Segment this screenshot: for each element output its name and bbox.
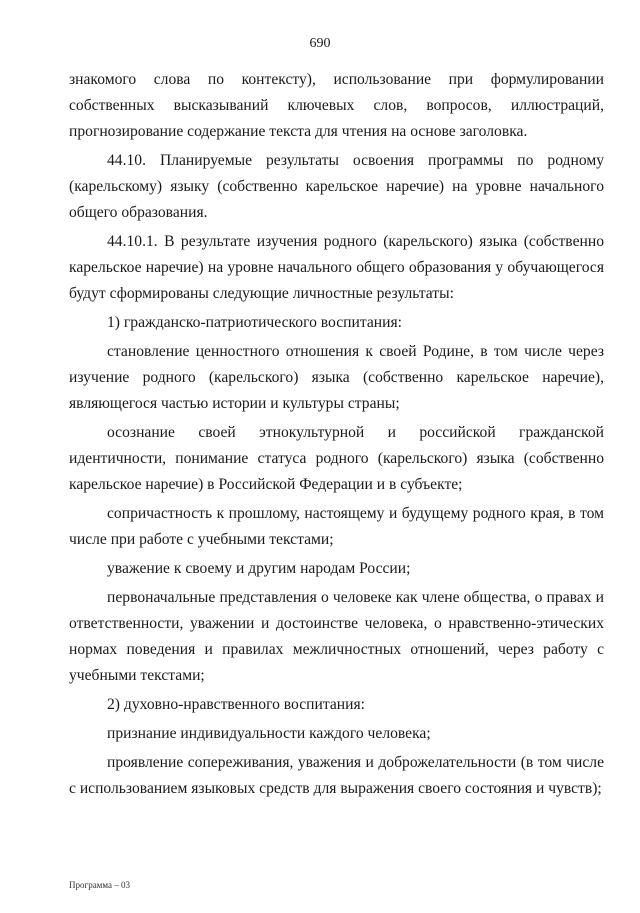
footer-program-label: Программа – 03 [69,880,131,890]
paragraph-item: проявление сопереживания, уважения и доброжелательности (в том числе с использованием языковых средств для выражения своего состояния и чувств); [69,754,604,797]
paragraph-heading-civic-patriotic: 1) гражданско-патриотического воспитания: [107,314,402,331]
paragraph-item: первоначальные представления о человеке как члене общества, о правах и ответственности, уважении и достоинстве человека, о нравственно-этических нормах поведения и правилах межличностных отношений, через работу с учебными текстами; [69,589,604,684]
paragraph-heading-spiritual-moral: 2) духовно-нравственного воспитания: [107,696,365,713]
paragraph-item: сопричастность к прошлому, настоящему и будущему родного края, в том числе при работе с учебными текстами; [69,505,604,548]
paragraph-item: становление ценностного отношения к своей Родине, в том числе через изучение родного (карельского) языка (собственно карельское наречие), являющегося частью истории и культуры страны; [69,343,604,412]
paragraph-item: уважение к своему и другим народам России; [107,560,411,577]
paragraph-item: признание индивидуальности каждого человека; [107,725,431,742]
page-number: 690 [309,36,331,51]
paragraph-section-44-10-1: 44.10.1. В результате изучения родного (карельского) языка (собственно карельское наречие) на уровне начального общего образования у обучающегося будут сформированы следующие личностные результаты: [69,233,604,302]
paragraph-item: осознание своей этнокультурной и российской гражданской идентичности, понимание статуса родного (карельского) языка (собственно карельское наречие) в Российской Федерации и в субъекте; [69,424,604,493]
document-body [69,67,604,805]
paragraph-continuation: знакомого слова по контексту), использование при формулировании собственных высказываний ключевых слов, вопросов, иллюстраций, прогнозирование содержание текста для чтения на основе заголовка. [69,71,604,140]
paragraph-section-44-10: 44.10. Планируемые результаты освоения программы по родному (карельскому) языку (собственно карельское наречие) на уровне начального общего образования. [69,152,604,221]
